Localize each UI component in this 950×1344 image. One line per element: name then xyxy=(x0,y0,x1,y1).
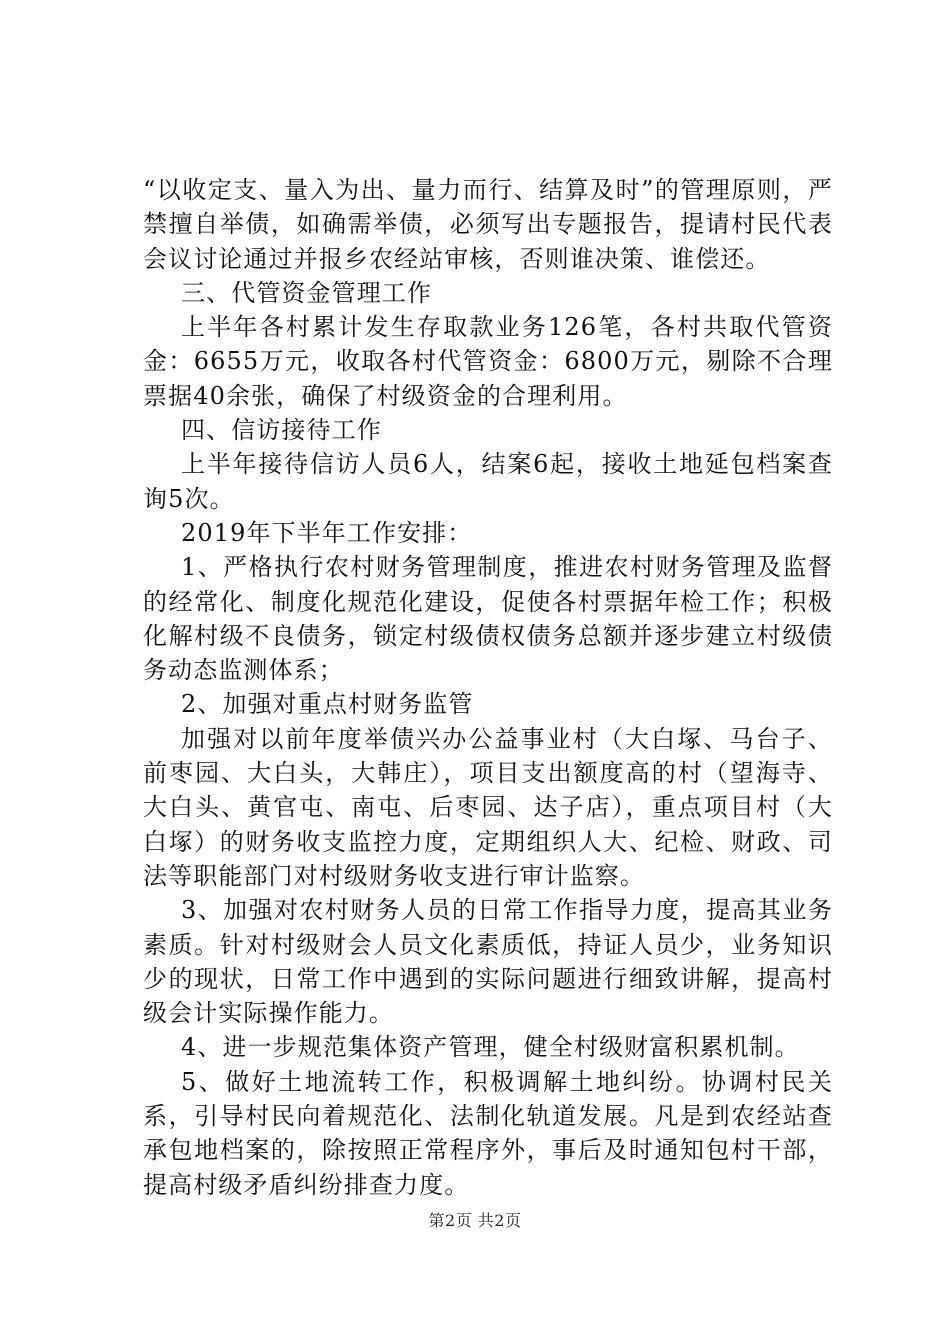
paragraph-petition: 上半年接待信访人员6人，结案6起，接收土地延包档案查询5次。 xyxy=(143,450,833,513)
paragraph-key-village-supervision: 加强对以前年度举债兴办公益事业村（大白塚、马台子、前枣园、大白头，大韩庄），项目支出额度高的村（望海寺、大白头、黄官屯、南屯、后枣园、达子店），重点项目村（大白塚）的财务收支监控力度，定期组织人大、纪检、财政、司法等职能部门对村级财务收支进行审计监察。 xyxy=(143,724,833,890)
plan-item-5: 5、做好土地流转工作，积极调解土地纠纷。协调村民关系，引导村民向着规范化、法制化轨道发展。凡是到农经站查承包地档案的，除按照正常程序外，事后及时通知包村干部，提高村级矛盾纠纷排查力度。 xyxy=(143,1067,833,1199)
document-body xyxy=(143,173,833,1202)
section-heading-fund-management: 三、代管资金管理工作 xyxy=(181,278,432,307)
plan-item-2: 2、加强对重点村财务监管 xyxy=(181,690,474,719)
paragraph-management-principle: “以收定支、量入为出、量力而行、结算及时”的管理原则，严禁擅自举债，如确需举债，必须写出专题报告，提请村民代表会议讨论通过并报乡农经站审核，否则谁决策、谁偿还。 xyxy=(143,176,833,273)
section-heading-petition: 四、信访接待工作 xyxy=(181,416,382,445)
plan-item-1: 1、严格执行农村财务管理制度，推进农村财务管理及监督的经常化、制度化规范化建设，促使各村票据年检工作；积极化解村级不良债务，锁定村级债权债务总额并逐步建立村级债务动态监测体系； xyxy=(143,553,833,685)
paragraph-fund-management: 上半年各村累计发生存取款业务126笔，各村共取代管资金：6655万元，收取各村代管资金：6800万元，剔除不合理票据40余张，确保了村级资金的合理利用。 xyxy=(143,313,833,410)
plan-item-3: 3、加强对农村财务人员的日常工作指导力度，提高其业务素质。针对村级财会人员文化素质低，持证人员少，业务知识少的现状，日常工作中遇到的实际问题进行细致讲解，提高村级会计实际操作能力。 xyxy=(143,896,833,1028)
section-heading-second-half-plan: 2019年下半年工作安排： xyxy=(181,518,473,547)
plan-item-4: 4、进一步规范集体资产管理，健全村级财富积累机制。 xyxy=(181,1033,800,1062)
page-footer: 第2页 共2页 xyxy=(428,1211,522,1230)
